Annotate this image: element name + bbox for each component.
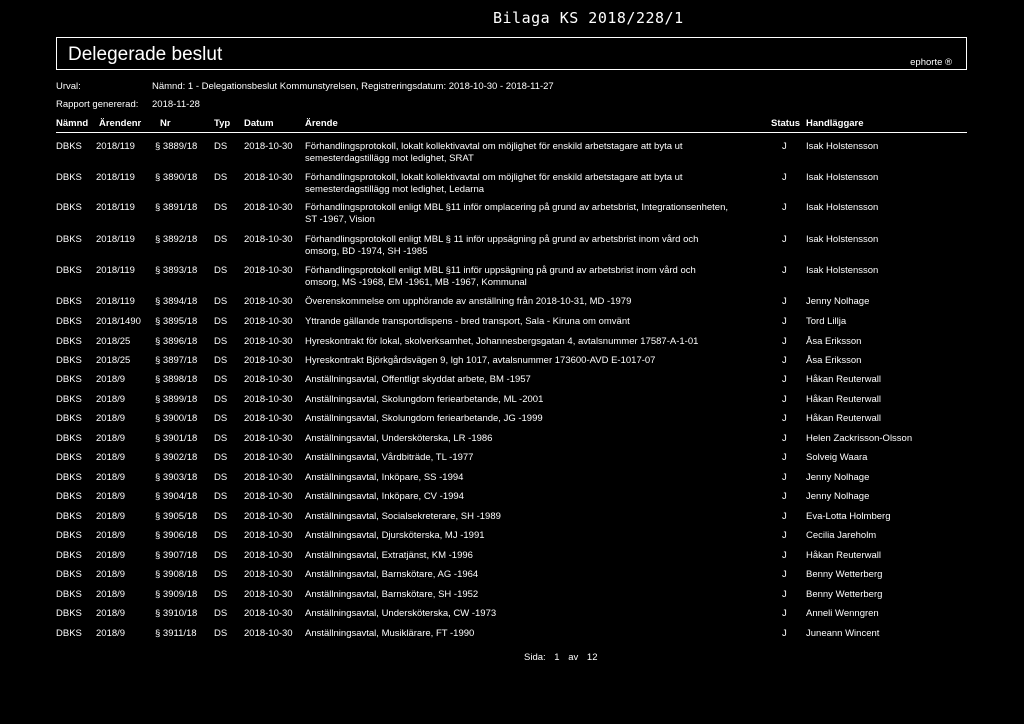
- header-status: Status: [771, 118, 801, 129]
- cell-nr: § 3893/18: [155, 265, 198, 276]
- cell-arendenr: 2018/9: [96, 394, 126, 405]
- cell-handlaggare: Isak Holstensson: [806, 172, 879, 183]
- rapport-label: Rapport genererad:: [56, 99, 139, 110]
- cell-arende-line1: Anställningsavtal, Inköpare, SS -1994: [305, 472, 464, 483]
- header-handlaggare: Handläggare: [806, 118, 864, 129]
- cell-arendenr: 2018/119: [96, 172, 135, 183]
- cell-status: J: [782, 234, 787, 245]
- cell-arende-line2: omsorg, MS -1968, EM -1961, MB -1967, Kommunal: [305, 277, 527, 288]
- cell-typ: DS: [214, 202, 228, 213]
- cell-nr: § 3904/18: [155, 491, 198, 502]
- cell-arende-line1: Anställningsavtal, Socialsekreterare, SH -1989: [305, 511, 501, 522]
- cell-namnd: DBKS: [56, 172, 82, 183]
- page-number: 1: [554, 652, 560, 663]
- cell-namnd: DBKS: [56, 550, 82, 561]
- cell-arendenr: 2018/9: [96, 628, 126, 639]
- cell-nr: § 3903/18: [155, 472, 198, 483]
- rapport-value: 2018-11-28: [152, 99, 200, 110]
- cell-arendenr: 2018/1490: [96, 316, 141, 327]
- cell-namnd: DBKS: [56, 413, 82, 424]
- cell-datum: 2018-10-30: [244, 316, 293, 327]
- cell-typ: DS: [214, 394, 228, 405]
- cell-namnd: DBKS: [56, 530, 82, 541]
- cell-status: J: [782, 265, 787, 276]
- cell-namnd: DBKS: [56, 433, 82, 444]
- cell-handlaggare: Åsa Eriksson: [806, 355, 862, 366]
- cell-arendenr: 2018/9: [96, 589, 126, 600]
- cell-namnd: DBKS: [56, 511, 82, 522]
- cell-arende-line1: Anställningsavtal, Skolungdom feriearbetande, ML -2001: [305, 394, 544, 405]
- cell-status: J: [782, 472, 787, 483]
- cell-status: J: [782, 569, 787, 580]
- cell-arende-line1: Anställningsavtal, Offentligt skyddat arbete, BM -1957: [305, 374, 531, 385]
- header-datum: Datum: [244, 118, 274, 129]
- cell-handlaggare: Tord Lillja: [806, 316, 847, 327]
- cell-arendenr: 2018/25: [96, 336, 131, 347]
- cell-status: J: [782, 491, 787, 502]
- cell-handlaggare: Juneann Wincent: [806, 628, 880, 639]
- cell-handlaggare: Eva-Lotta Holmberg: [806, 511, 891, 522]
- cell-typ: DS: [214, 550, 228, 561]
- cell-typ: DS: [214, 413, 228, 424]
- cell-nr: § 3890/18: [155, 172, 198, 183]
- cell-arende-line1: Förhandlingsprotokoll enligt MBL §11 inför uppsägning på grund av arbetsbrist inom vård och: [305, 265, 696, 276]
- cell-arende-line1: Förhandlingsprotokoll enligt MBL §11 inför omplacering på grund av arbetsbrist, Integrationsenheten,: [305, 202, 729, 213]
- cell-datum: 2018-10-30: [244, 491, 293, 502]
- cell-typ: DS: [214, 296, 228, 307]
- cell-handlaggare: Håkan Reuterwall: [806, 413, 881, 424]
- cell-arende-line1: Anställningsavtal, Undersköterska, LR -1986: [305, 433, 493, 444]
- cell-arende-line1: Anställningsavtal, Inköpare, CV -1994: [305, 491, 464, 502]
- cell-nr: § 3892/18: [155, 234, 198, 245]
- cell-datum: 2018-10-30: [244, 394, 293, 405]
- cell-handlaggare: Jenny Nolhage: [806, 491, 870, 502]
- cell-namnd: DBKS: [56, 589, 82, 600]
- cell-arende-line1: Anställningsavtal, Djursköterska, MJ -1991: [305, 530, 485, 541]
- cell-arendenr: 2018/9: [96, 550, 126, 561]
- cell-namnd: DBKS: [56, 608, 82, 619]
- cell-arendenr: 2018/119: [96, 265, 135, 276]
- cell-datum: 2018-10-30: [244, 374, 293, 385]
- cell-typ: DS: [214, 336, 228, 347]
- cell-arendenr: 2018/9: [96, 374, 126, 385]
- cell-handlaggare: Jenny Nolhage: [806, 296, 870, 307]
- table-header: [0, 118, 1024, 130]
- cell-arende-line1: Anställningsavtal, Barnskötare, SH -1952: [305, 589, 479, 600]
- cell-arendenr: 2018/119: [96, 234, 135, 245]
- cell-arende-line1: Anställningsavtal, Undersköterska, CW -1973: [305, 608, 497, 619]
- cell-datum: 2018-10-30: [244, 172, 293, 183]
- cell-nr: § 3889/18: [155, 141, 198, 152]
- cell-handlaggare: Håkan Reuterwall: [806, 394, 881, 405]
- brand-label: ephorte ®: [910, 57, 952, 68]
- cell-datum: 2018-10-30: [244, 550, 293, 561]
- cell-status: J: [782, 336, 787, 347]
- cell-handlaggare: Isak Holstensson: [806, 202, 879, 213]
- cell-namnd: DBKS: [56, 355, 82, 366]
- cell-arendenr: 2018/9: [96, 491, 126, 502]
- header-namnd: Nämnd: [56, 118, 89, 129]
- cell-arende-line1: Anställningsavtal, Musiklärare, FT -1990: [305, 628, 475, 639]
- cell-typ: DS: [214, 433, 228, 444]
- header-divider: [56, 132, 967, 133]
- cell-datum: 2018-10-30: [244, 628, 293, 639]
- cell-nr: § 3891/18: [155, 202, 198, 213]
- cell-status: J: [782, 530, 787, 541]
- cell-arende-line1: Anställningsavtal, Barnskötare, AG -1964: [305, 569, 479, 580]
- cell-datum: 2018-10-30: [244, 530, 293, 541]
- cell-datum: 2018-10-30: [244, 234, 293, 245]
- cell-status: J: [782, 316, 787, 327]
- cell-namnd: DBKS: [56, 265, 82, 276]
- cell-datum: 2018-10-30: [244, 296, 293, 307]
- cell-nr: § 3909/18: [155, 589, 198, 600]
- header-arende: Ärende: [305, 118, 338, 129]
- cell-namnd: DBKS: [56, 491, 82, 502]
- cell-handlaggare: Isak Holstensson: [806, 141, 879, 152]
- cell-arendenr: 2018/119: [96, 202, 135, 213]
- cell-handlaggare: Helen Zackrisson-Olsson: [806, 433, 913, 444]
- cell-typ: DS: [214, 589, 228, 600]
- page-footer: [524, 652, 604, 663]
- cell-status: J: [782, 172, 787, 183]
- cell-arendenr: 2018/9: [96, 511, 126, 522]
- cell-namnd: DBKS: [56, 234, 82, 245]
- cell-typ: DS: [214, 608, 228, 619]
- cell-nr: § 3910/18: [155, 608, 198, 619]
- cell-datum: 2018-10-30: [244, 589, 293, 600]
- cell-arendenr: 2018/9: [96, 530, 126, 541]
- cell-nr: § 3896/18: [155, 336, 198, 347]
- cell-nr: § 3897/18: [155, 355, 198, 366]
- cell-status: J: [782, 452, 787, 463]
- cell-namnd: DBKS: [56, 316, 82, 327]
- cell-arende-line1: Yttrande gällande transportdispens - bred transport, Sala - Kiruna om omvänt: [305, 316, 630, 327]
- urval-value: Nämnd: 1 - Delegationsbeslut Kommunstyrelsen, Registreringsdatum: 2018-10-30 - 2018-11-27: [152, 81, 554, 92]
- cell-arendenr: 2018/9: [96, 472, 126, 483]
- cell-status: J: [782, 628, 787, 639]
- cell-arendenr: 2018/25: [96, 355, 131, 366]
- cell-handlaggare: Isak Holstensson: [806, 265, 879, 276]
- cell-status: J: [782, 394, 787, 405]
- cell-datum: 2018-10-30: [244, 336, 293, 347]
- cell-datum: 2018-10-30: [244, 355, 293, 366]
- cell-arendenr: 2018/9: [96, 433, 126, 444]
- cell-arende-line2: semesterdagstillägg mot ledighet, SRAT: [305, 153, 474, 164]
- cell-typ: DS: [214, 355, 228, 366]
- cell-handlaggare: Håkan Reuterwall: [806, 374, 881, 385]
- report-title: Delegerade beslut: [68, 44, 223, 65]
- cell-handlaggare: Cecilia Jareholm: [806, 530, 877, 541]
- cell-nr: § 3899/18: [155, 394, 198, 405]
- cell-status: J: [782, 608, 787, 619]
- cell-nr: § 3905/18: [155, 511, 198, 522]
- cell-nr: § 3898/18: [155, 374, 198, 385]
- cell-datum: 2018-10-30: [244, 413, 293, 424]
- cell-handlaggare: Isak Holstensson: [806, 234, 879, 245]
- cell-typ: DS: [214, 374, 228, 385]
- cell-status: J: [782, 589, 787, 600]
- cell-datum: 2018-10-30: [244, 472, 293, 483]
- report-title-box: [56, 37, 967, 70]
- cell-namnd: DBKS: [56, 569, 82, 580]
- cell-typ: DS: [214, 265, 228, 276]
- cell-arende-line1: Förhandlingsprotokoll enligt MBL § 11 inför uppsägning på grund av arbetsbrist inom vård och: [305, 234, 699, 245]
- cell-arendenr: 2018/9: [96, 413, 126, 424]
- cell-arende-line1: Överenskommelse om upphörande av anställning från 2018-10-31, MD -1979: [305, 296, 632, 307]
- cell-namnd: DBKS: [56, 452, 82, 463]
- cell-status: J: [782, 511, 787, 522]
- cell-status: J: [782, 141, 787, 152]
- cell-datum: 2018-10-30: [244, 511, 293, 522]
- cell-nr: § 3900/18: [155, 413, 198, 424]
- cell-typ: DS: [214, 530, 228, 541]
- cell-typ: DS: [214, 472, 228, 483]
- cell-datum: 2018-10-30: [244, 202, 293, 213]
- cell-arendenr: 2018/119: [96, 296, 135, 307]
- page-of-label: av: [568, 652, 579, 663]
- cell-arende-line2: semesterdagstillägg mot ledighet, Ledarna: [305, 184, 485, 195]
- header-arendenr: Ärendenr: [99, 118, 142, 129]
- cell-nr: § 3906/18: [155, 530, 198, 541]
- cell-typ: DS: [214, 511, 228, 522]
- cell-typ: DS: [214, 628, 228, 639]
- cell-namnd: DBKS: [56, 394, 82, 405]
- cell-nr: § 3901/18: [155, 433, 198, 444]
- cell-status: J: [782, 374, 787, 385]
- cell-namnd: DBKS: [56, 296, 82, 307]
- cell-typ: DS: [214, 569, 228, 580]
- cell-handlaggare: Benny Wetterberg: [806, 569, 883, 580]
- cell-arende-line1: Hyreskontrakt för lokal, skolverksamhet, Johannesbergsgatan 4, avtalsnummer 17587-A-1-01: [305, 336, 699, 347]
- cell-typ: DS: [214, 141, 228, 152]
- cell-arendenr: 2018/119: [96, 141, 135, 152]
- cell-nr: § 3907/18: [155, 550, 198, 561]
- cell-status: J: [782, 550, 787, 561]
- cell-typ: DS: [214, 452, 228, 463]
- cell-datum: 2018-10-30: [244, 452, 293, 463]
- cell-namnd: DBKS: [56, 374, 82, 385]
- cell-arende-line1: Anställningsavtal, Vårdbiträde, TL -1977: [305, 452, 474, 463]
- cell-arende-line1: Anställningsavtal, Extratjänst, KM -1996: [305, 550, 473, 561]
- cell-arendenr: 2018/9: [96, 608, 126, 619]
- cell-handlaggare: Håkan Reuterwall: [806, 550, 881, 561]
- cell-namnd: DBKS: [56, 141, 82, 152]
- cell-handlaggare: Åsa Eriksson: [806, 336, 862, 347]
- cell-status: J: [782, 296, 787, 307]
- cell-arendenr: 2018/9: [96, 452, 126, 463]
- cell-typ: DS: [214, 234, 228, 245]
- cell-nr: § 3895/18: [155, 316, 198, 327]
- cell-namnd: DBKS: [56, 472, 82, 483]
- cell-arende-line1: Hyreskontrakt Björkgårdsvägen 9, lgh 1017, avtalsnummer 173600-AVD E-1017-07: [305, 355, 656, 366]
- cell-status: J: [782, 433, 787, 444]
- cell-datum: 2018-10-30: [244, 141, 293, 152]
- page-total: 12: [586, 652, 598, 663]
- cell-namnd: DBKS: [56, 202, 82, 213]
- cell-datum: 2018-10-30: [244, 265, 293, 276]
- cell-typ: DS: [214, 172, 228, 183]
- page-label: Sida:: [524, 652, 546, 663]
- cell-status: J: [782, 413, 787, 424]
- cell-nr: § 3894/18: [155, 296, 198, 307]
- cell-namnd: DBKS: [56, 336, 82, 347]
- cell-nr: § 3908/18: [155, 569, 198, 580]
- cell-arende-line1: Förhandlingsprotokoll, lokalt kollektivavtal om möjlighet för enskild arbetstagare att byta ut: [305, 172, 683, 183]
- cell-handlaggare: Benny Wetterberg: [806, 589, 883, 600]
- cell-typ: DS: [214, 316, 228, 327]
- cell-datum: 2018-10-30: [244, 608, 293, 619]
- cell-handlaggare: Jenny Nolhage: [806, 472, 870, 483]
- cell-datum: 2018-10-30: [244, 569, 293, 580]
- cell-status: J: [782, 202, 787, 213]
- cell-arende-line2: ST -1967, Vision: [305, 214, 375, 225]
- urval-label: Urval:: [56, 81, 81, 92]
- header-typ: Typ: [214, 118, 231, 129]
- cell-namnd: DBKS: [56, 628, 82, 639]
- cell-datum: 2018-10-30: [244, 433, 293, 444]
- cell-status: J: [782, 355, 787, 366]
- attachment-reference: Bilaga KS 2018/228/1: [493, 9, 684, 27]
- cell-nr: § 3911/18: [155, 628, 197, 639]
- cell-typ: DS: [214, 491, 228, 502]
- cell-arende-line1: Anställningsavtal, Skolungdom feriearbetande, JG -1999: [305, 413, 543, 424]
- cell-arende-line1: Förhandlingsprotokoll, lokalt kollektivavtal om möjlighet för enskild arbetstagare att byta ut: [305, 141, 683, 152]
- cell-nr: § 3902/18: [155, 452, 198, 463]
- cell-arende-line2: omsorg, BD -1974, SH -1985: [305, 246, 428, 257]
- header-nr: Nr: [160, 118, 171, 129]
- cell-handlaggare: Solveig Waara: [806, 452, 868, 463]
- cell-handlaggare: Anneli Wenngren: [806, 608, 879, 619]
- cell-arendenr: 2018/9: [96, 569, 126, 580]
